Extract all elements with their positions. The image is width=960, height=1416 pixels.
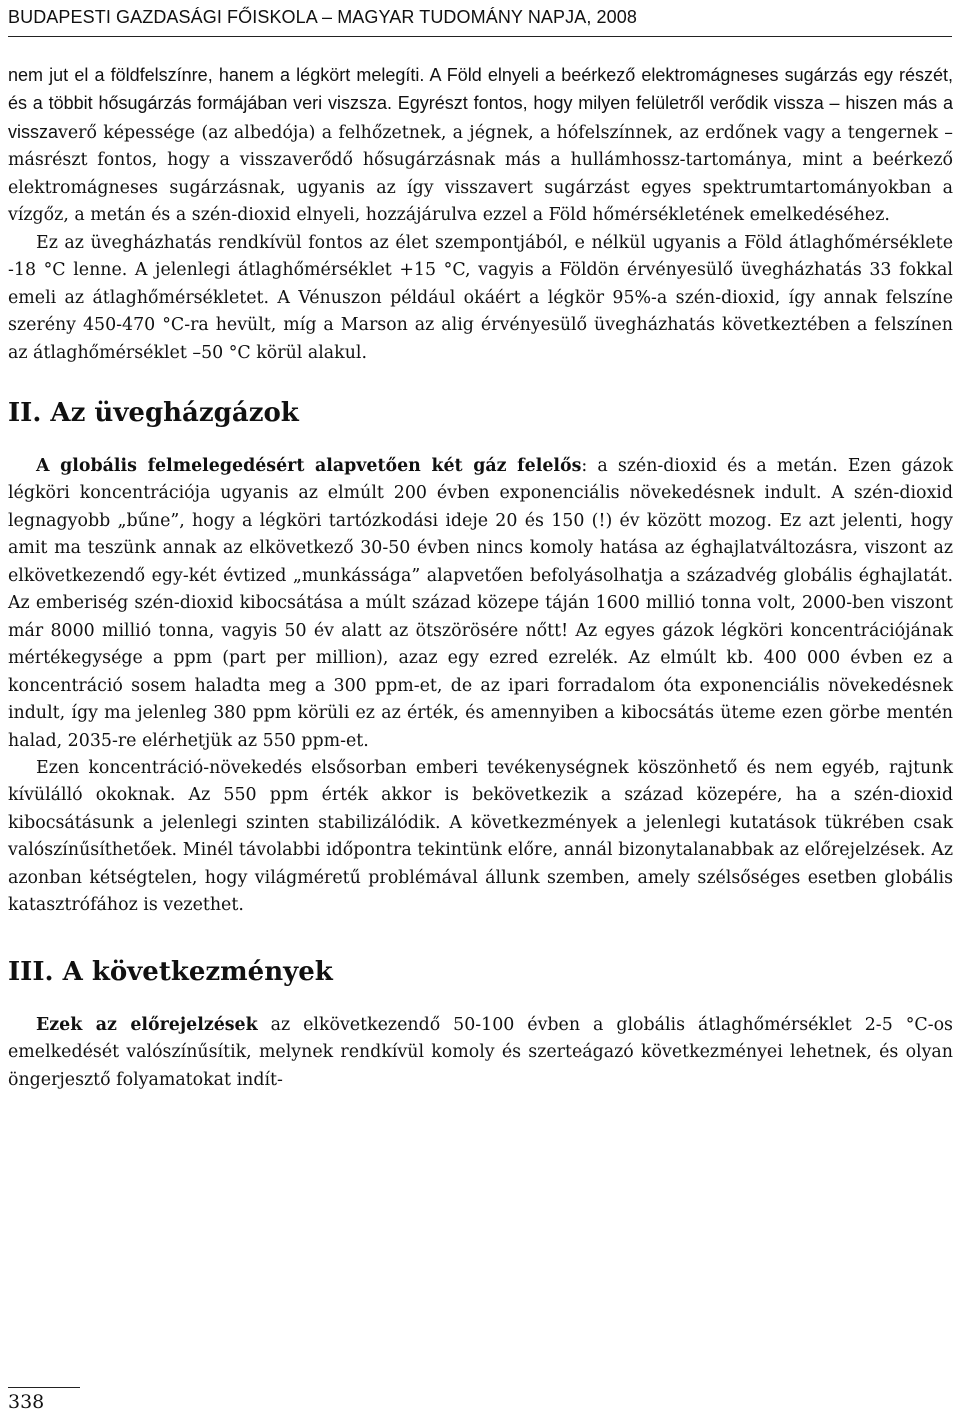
running-header-text: BUDAPESTI GAZDASÁGI FŐISKOLA – MAGYAR TUDOMÁNY NAPJA, 2008 xyxy=(8,7,637,27)
section-iii-paragraph-1 xyxy=(8,1012,953,1094)
body-paragraph-1 xyxy=(8,62,953,230)
running-header xyxy=(8,4,952,37)
body-paragraph-1-serif-part: verő képessége (az albedója) a felhőzetnek, a jégnek, a hófelszínnek, az erdőnek vagy a tengernek – másrészt fontos, hogy a visszaverődő hősugárzásnak más a hullámhossz-tartománya, mint a beérkező elektromágneses sugárzásnak, ugyanis az így visszavert sugárzást egyes spektrumtartományokban a vízgőz, a metán és a szén-dioxid elnyeli, hozzájárulva ezzel a Föld hőmérsékletének emelkedéséhez. xyxy=(8,122,953,226)
body-paragraph-2: Ez az üvegházhatás rendkívül fontos az élet szempontjából, e nélkül ugyanis a Föld átlaghőmérséklete -18 °C lenne. A jelenlegi átlaghőmérséklet +15 °C, vagyis a Földön érvényesülő üvegházhatás 33 fokkal emeli az átlaghőmérsékletet. A Vénuszon például okáért a légkör 95%-a szén-dioxid, így annak felszíne szerény 450-470 °C-ra hevült, míg a Marson az alig érvényesülő üvegházhatás következtében a felszínen az átlaghőmérséklet –50 °C körül alakul. xyxy=(8,232,953,363)
section-iii-paragraph-1-bold-lead: Ezek az előrejelzések xyxy=(36,1014,258,1035)
section-heading-iii: III. A következmények xyxy=(8,956,333,987)
page-body xyxy=(8,62,953,1094)
section-iii-paragraph-1-text: az elkövetkezendő 50-100 évben a globális átlaghőmérséklet 2-5 °C-os emelkedését valószínűsítik, melynek rendkívül komoly és szerteágazó következményei lehetnek, és olyan öngerjesztő folyamatokat indít- xyxy=(8,1014,953,1090)
section-ii-paragraph-1 xyxy=(8,453,953,755)
section-ii-paragraph-1-text: : a szén-dioxid és a metán. Ezen gázok légköri koncentrációja ugyanis az elmúlt 200 évben exponenciális növekedésnek indult. A szén-dioxid legnagyobb „bűne”, hogy a légköri tartózkodási ideje 20 és 150 (!) év között mozog. Ez azt jelenti, hogy amit ma teszünk annak az elkövetkező 30-50 évben nincs komoly hatása az éghajlatváltozásra, viszont az elkövetkezendő egy-két évtized „munkássága” alapvetően befolyásolhatja a századvég globális éghajlatát. Az emberiség szén-dioxid kibocsátása a múlt század közepe táján 1600 millió tonna volt, 2000-ben viszont már 8000 millió tonna, vagyis 50 év alatt az ötszörösére nőtt! Az egyes gázok légköri koncentrációjának mértékegysége a ppm (part per million), azaz egy ezred ezrelék. Az elmúlt kb. 400 000 évben ez a koncentráció sosem haladta meg a 300 ppm-et, de az ipari forradalom óta exponenciális növekedésnek indult, így ma jelenleg 380 ppm körüli ez az érték, és amennyiben a kibocsátás üteme ezen görbe mentén halad, 2035-re elérhetjük az 550 ppm-et. xyxy=(8,455,953,751)
section-heading-ii: II. Az üvegházgázok xyxy=(8,397,299,428)
section-ii-paragraph-2: Ezen koncentráció-növekedés elsősorban emberi tevékenységnek köszönhető és nem egyéb, rajtunk kívülálló okoknak. Az 550 ppm érték akkor is bekövetkezik a század közepére, ha a szén-dioxid kibocsátásunk a jelenlegi szinten stabilizálódik. A következmények a jelenlegi kutatások tükrében csak valószínűsíthetőek. Minél távolabbi időpontra tekintünk előre, annál bizonytalanabbak az előrejelzések. Az azonban kétségtelen, hogy világméretű problémával állunk szemben, amely szélsőséges esetben globális katasztrófához is vezethet. xyxy=(8,757,953,916)
body-paragraph-1-sans-part: nem jut el a földfelszínre, hanem a légkört melegíti. A Föld elnyeli a beérkező elektromágneses sugárzás egy részét, és a többit hősugárzás formájában veri viszsza. Egyrészt fontos, hogy milyen felületről verődik vissza – hiszen más a vissza xyxy=(8,65,953,142)
page-number: 338 xyxy=(8,1391,45,1413)
footer-rule xyxy=(8,1387,80,1388)
section-ii-paragraph-1-bold-lead: A globális felmelegedésért alapvetően két gáz felelős xyxy=(36,455,582,476)
